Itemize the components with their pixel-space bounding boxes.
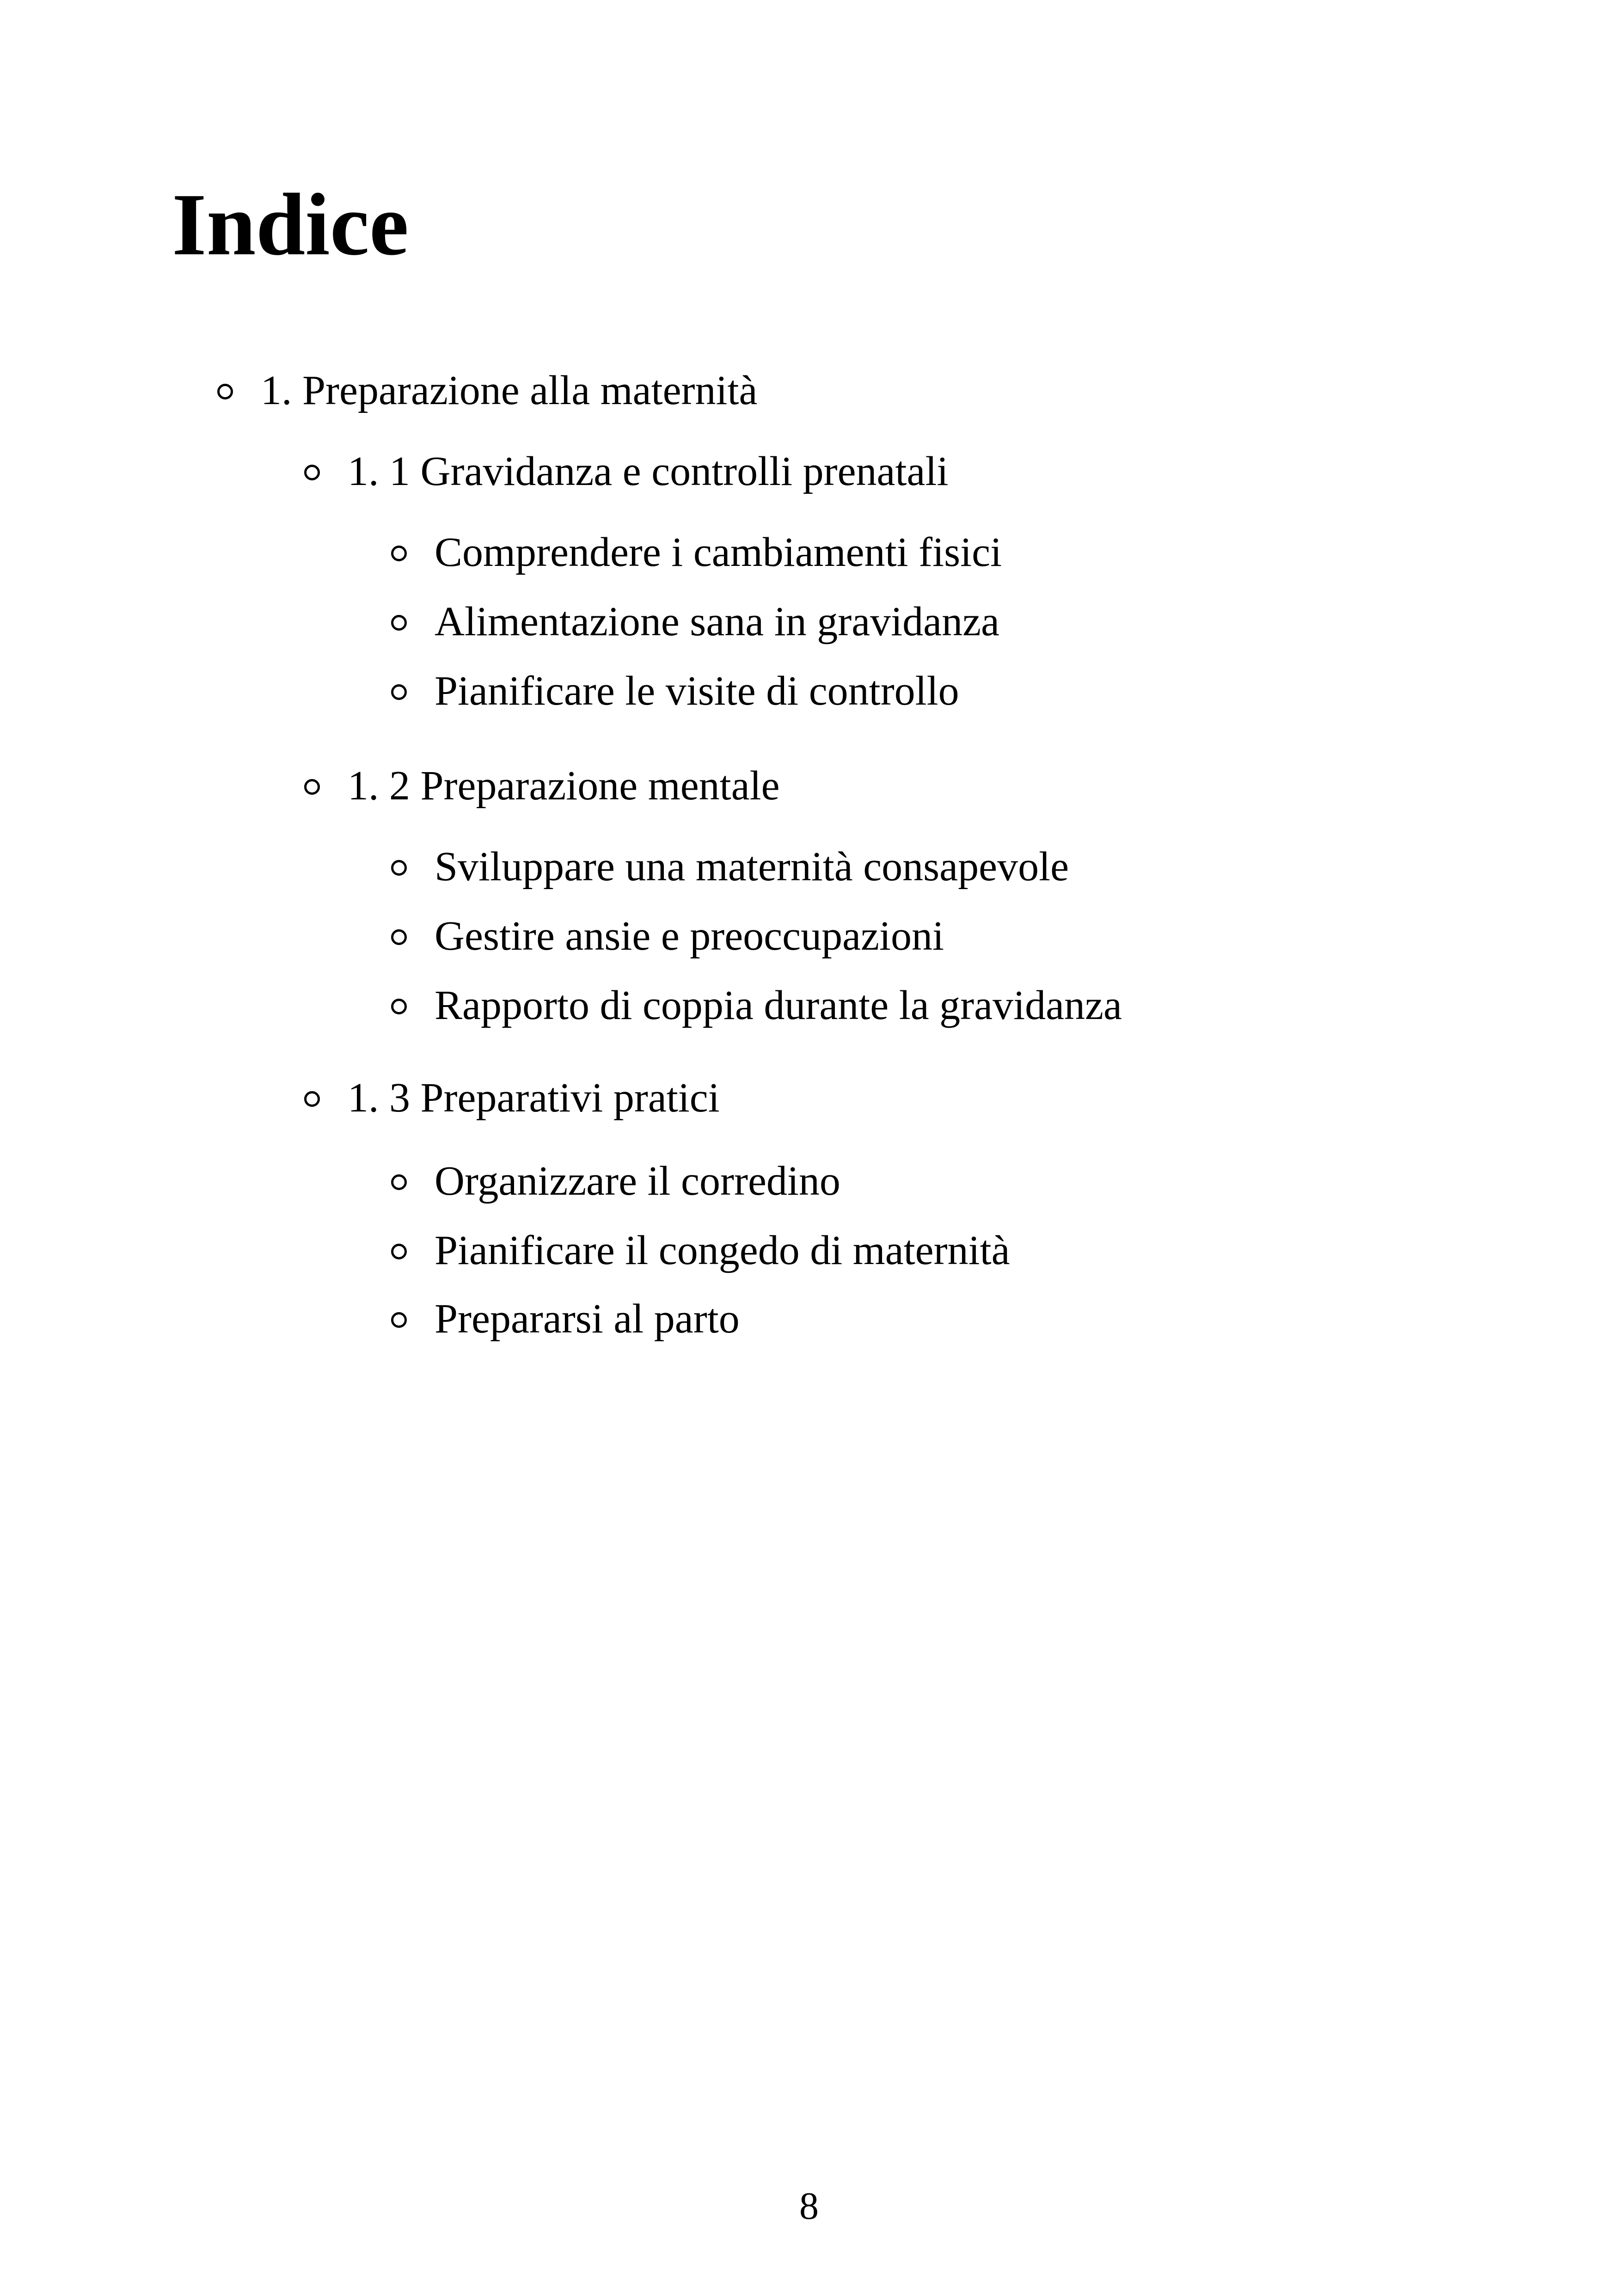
bullet-icon <box>391 546 407 561</box>
bullet-icon <box>304 779 320 795</box>
toc-item-label: Pianificare le visite di controllo <box>435 668 959 714</box>
bullet-icon <box>304 1091 320 1107</box>
toc-item[interactable] <box>391 915 944 957</box>
bullet-icon <box>391 860 407 876</box>
toc-chapter[interactable] <box>217 370 757 411</box>
bullet-icon <box>217 384 233 399</box>
toc-section-label: 1. 2 Preparazione mentale <box>348 763 780 809</box>
toc-item[interactable] <box>391 529 1002 575</box>
toc-item-label: Sviluppare una maternità consapevole <box>435 844 1069 890</box>
toc-section-1-3[interactable] <box>304 1077 720 1119</box>
page-title: Indice <box>172 175 409 274</box>
toc-item[interactable] <box>391 982 1122 1028</box>
bullet-icon <box>391 929 407 945</box>
toc-item-label: Pianificare il congedo di maternità <box>435 1228 1010 1273</box>
bullet-icon <box>391 1312 407 1328</box>
toc-item[interactable] <box>391 601 999 643</box>
bullet-icon <box>391 999 407 1014</box>
toc-item[interactable] <box>391 1298 740 1340</box>
toc-item-label: Prepararsi al parto <box>435 1296 740 1342</box>
bullet-icon <box>304 465 320 480</box>
toc-item-label: Organizzare il corredino <box>435 1158 840 1204</box>
toc-item[interactable] <box>391 846 1069 888</box>
toc-section-label: 1. 1 Gravidanza e controlli prenatali <box>348 448 949 494</box>
bullet-icon <box>391 1244 407 1259</box>
toc-item-label: Rapporto di coppia durante la gravidanza <box>435 982 1122 1028</box>
toc-chapter-label: 1. Preparazione alla maternità <box>261 368 758 413</box>
toc-item[interactable] <box>391 670 959 712</box>
toc-section-label: 1. 3 Preparativi pratici <box>348 1075 720 1121</box>
toc-item[interactable] <box>391 1230 1010 1271</box>
bullet-icon <box>391 615 407 631</box>
bullet-icon <box>391 684 407 700</box>
toc-item-label: Gestire ansie e preoccupazioni <box>435 913 944 959</box>
toc-item-label: Alimentazione sana in gravidanza <box>435 599 999 645</box>
page-number: 8 <box>799 2185 819 2228</box>
toc-section-1-1[interactable] <box>304 448 949 494</box>
toc-section-1-2[interactable] <box>304 765 780 807</box>
toc-item[interactable] <box>391 1160 840 1202</box>
toc-item-label: Comprendere i cambiamenti fisici <box>435 529 1002 575</box>
bullet-icon <box>391 1174 407 1190</box>
